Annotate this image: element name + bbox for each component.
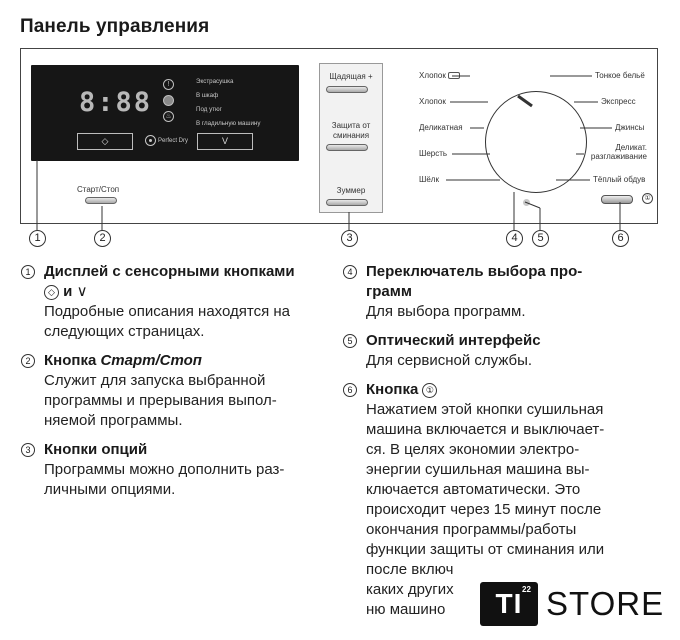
item-title: Оптический интерфейс: [366, 332, 541, 349]
logo-text: STORE: [546, 585, 665, 622]
program-label-right: Деликат. разглаживание: [590, 143, 647, 161]
power-icon: ①: [422, 383, 437, 398]
callout-2: 2: [94, 230, 111, 247]
down-touch-button[interactable]: V: [197, 133, 253, 150]
description-item: [20, 262, 340, 342]
item-title: Кнопка Старт/Стоп: [44, 352, 202, 369]
item-body-line: происходит через 15 минут после: [366, 501, 602, 518]
description-item: [20, 351, 340, 431]
item-body-line: Программы можно дополнить раз-: [44, 461, 285, 478]
anti-crease-label: Защита от сминания: [331, 121, 371, 140]
item-number: 4: [343, 265, 357, 279]
callout-4: 4: [506, 230, 523, 247]
item-body-line: функции защиты от сминания или: [366, 541, 605, 558]
program-label-right: Джинсы: [615, 123, 645, 132]
diamond-icon: ◇: [44, 285, 59, 300]
callout-1: 1: [29, 230, 46, 247]
callout-5: 5: [532, 230, 549, 247]
item-title: Переключатель выбора про-: [366, 263, 583, 280]
segment-display: 8:88: [79, 87, 153, 118]
item-body-line: после включ: [366, 561, 454, 578]
item-body-line: ся. В целях экономии электро-: [366, 441, 580, 458]
program-label-left: Шерсть: [419, 149, 448, 158]
item-title: Кнопка ①: [366, 380, 662, 400]
display-item: В гладильную машину: [196, 120, 261, 127]
chevron-down-icon: ∨: [76, 283, 88, 300]
description-item: [342, 331, 662, 371]
item-body-line: энергии сушильная машина вы-: [366, 461, 590, 478]
power-icon: ①: [642, 193, 653, 204]
iron-icon: ♨: [163, 111, 174, 122]
item-body-line: окончания программы/работы: [366, 521, 577, 538]
item-title: Дисплей с сенсорными кнопками: [44, 263, 295, 280]
program-label-right: Тонкое бельё: [595, 71, 645, 80]
item-body-line: следующих страницах.: [44, 323, 205, 340]
display-item: В шкаф: [196, 92, 219, 99]
callout-6: 6: [612, 230, 629, 247]
program-label-left: Деликатная: [419, 123, 463, 132]
extra-dry-icon: !: [163, 79, 174, 90]
display-item: Экстрасушка: [196, 78, 234, 85]
logo-mark: TI: [480, 582, 538, 626]
description-item: [342, 262, 662, 322]
program-label-left: Шёлк: [419, 175, 439, 184]
callout-3: 3: [341, 230, 358, 247]
item-body-line: Для выбора программ.: [366, 303, 526, 320]
item-body-line: ню машино: [366, 601, 446, 618]
item-body-line: личными опциями.: [44, 481, 176, 498]
item-number: 1: [21, 265, 35, 279]
item-body-line: ключается автоматически. Это: [366, 481, 581, 498]
item-body-line: каких других: [366, 581, 454, 598]
perfect-dry-label: Perfect Dry: [158, 138, 189, 145]
logo-superscript: 22: [522, 585, 531, 594]
display-item: Под утюг: [196, 106, 222, 113]
gentle-label: Щадящая +: [329, 72, 373, 81]
program-label-right: Экспресс: [601, 97, 636, 106]
diamond-touch-button[interactable]: ◇: [77, 133, 133, 150]
descriptions-right: [342, 262, 665, 629]
item-body-line: Нажатием этой кнопки сушильная: [366, 401, 604, 418]
program-label-right: Тёплый обдув: [593, 175, 646, 184]
item-body-line: няемой программы.: [44, 412, 183, 429]
program-label-left: Хлопок: [419, 97, 446, 106]
leader-lines: [0, 0, 680, 260]
item-number: 3: [21, 443, 35, 457]
item-title-line2: ◇ и ∨: [44, 282, 340, 302]
item-body-line: Подробные описания находятся на: [44, 303, 290, 320]
description-item: [20, 440, 340, 500]
item-body-line: Для сервисной службы.: [366, 352, 533, 369]
page-title: Панель управления: [20, 16, 210, 37]
item-number: 6: [343, 383, 357, 397]
item-body-line: программы и прерывания выпол-: [44, 392, 277, 409]
store-watermark-logo: [476, 580, 668, 628]
buzzer-label: Зуммер: [336, 186, 366, 195]
program-label-left: Хлопок: [419, 71, 460, 80]
item-number: 2: [21, 354, 35, 368]
item-number: 5: [343, 334, 357, 348]
item-body-line: машина включается и выключает-: [366, 421, 605, 438]
item-title: грамм: [366, 283, 412, 300]
item-body-line: Служит для запуска выбранной: [44, 372, 266, 389]
descriptions-left: [20, 262, 340, 509]
start-stop-label: Старт/Стоп: [77, 185, 120, 194]
item-title: Кнопки опций: [44, 441, 148, 458]
